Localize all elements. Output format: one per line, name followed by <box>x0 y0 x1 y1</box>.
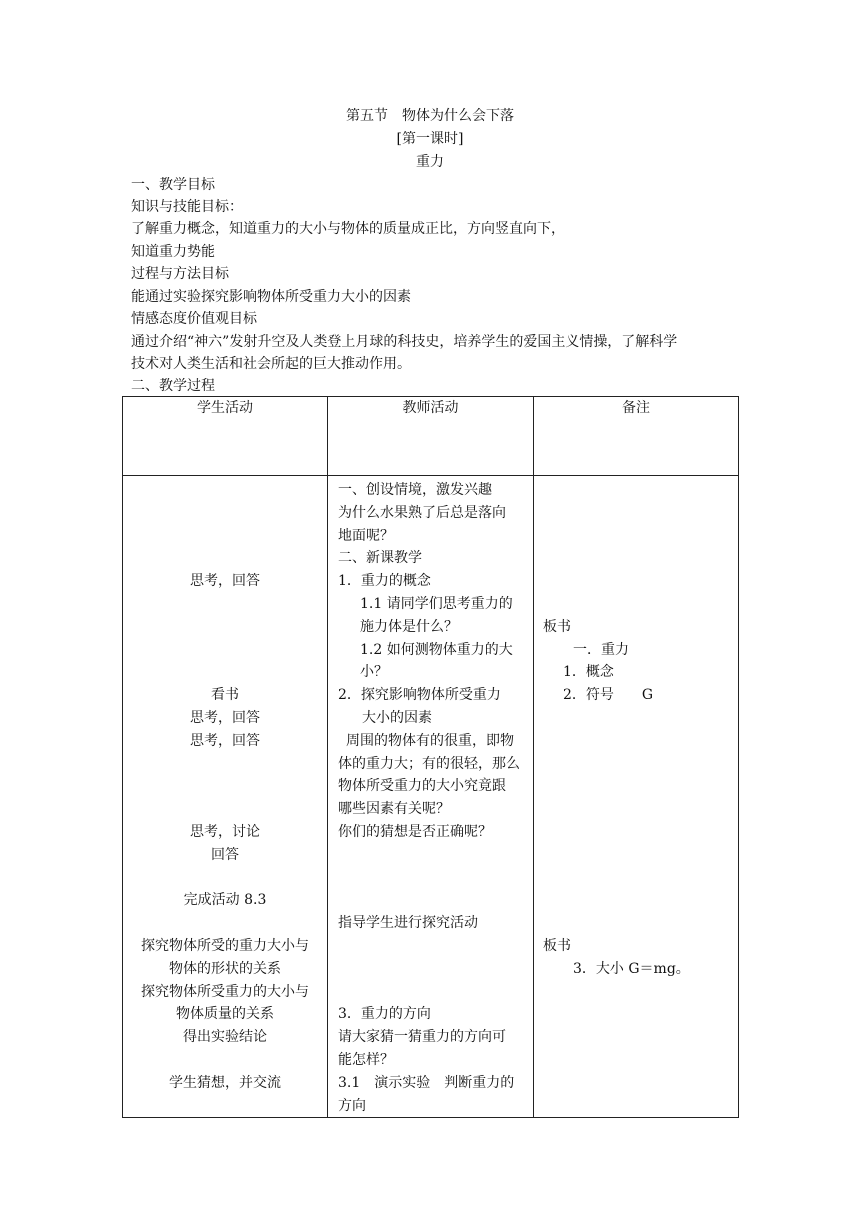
teacher-line: 2．探究影响物体所受重力 <box>338 687 501 704</box>
process-heading: 过程与方法目标 <box>131 266 229 282</box>
teacher-line: 大小的因素 <box>362 709 432 726</box>
teacher-line: 物体所受重力的大小究竟跟 <box>338 778 506 795</box>
table-header-row <box>123 397 739 476</box>
header-student: 学生活动 <box>123 397 328 476</box>
student-line: 完成活动 8.3 <box>183 892 267 909</box>
student-line <box>123 867 327 890</box>
notes-line: 板书 <box>543 618 571 635</box>
teacher-line: 1．重力的概念 <box>338 573 431 590</box>
teaching-process-table <box>122 396 739 1118</box>
teacher-line: 地面呢？ <box>338 527 394 544</box>
notes-line <box>543 821 738 844</box>
student-line: 思考，回答 <box>190 732 260 749</box>
notes-cell <box>534 476 739 1118</box>
teacher-line: 施力体是什么？ <box>360 618 458 635</box>
teacher-line: 3.1 演示实验 判断重力的 <box>338 1074 515 1091</box>
teacher-line: 3．重力的方向 <box>338 1006 431 1023</box>
notes-line <box>543 707 738 730</box>
student-line: 学生猜想，并交流 <box>169 1074 281 1091</box>
objectives-heading: 一、教学目标 <box>131 177 215 193</box>
student-line: 思考，讨论 <box>190 823 260 840</box>
emotion-heading: 情感态度价值观目标 <box>131 311 257 327</box>
notes-line <box>543 502 738 525</box>
notes-line <box>543 479 738 502</box>
process-section-heading: 二、教学过程 <box>131 378 215 394</box>
notes-line: 2．符号 G <box>563 687 654 704</box>
knowledge-line-2: 知道重力势能 <box>131 244 215 260</box>
section-title: 第五节 物体为什么会下落 <box>346 108 514 124</box>
student-line <box>123 547 327 570</box>
notes-line: 板书 <box>543 937 571 954</box>
student-line <box>123 502 327 525</box>
teacher-line <box>338 889 527 912</box>
teacher-line <box>338 981 527 1004</box>
knowledge-line-1: 了解重力概念，知道重力的大小与物体的质量成正比，方向竖直向下， <box>131 221 565 237</box>
student-line <box>123 798 327 821</box>
notes-line <box>543 525 738 548</box>
notes-line: 3．大小 G＝mg。 <box>573 960 690 977</box>
notes-line <box>543 867 738 890</box>
teacher-line: 方向 <box>338 1097 366 1114</box>
student-line: 得出实验结论 <box>183 1029 267 1046</box>
notes-line: 1．概念 <box>563 664 614 681</box>
teacher-line: 周围的物体有的很重，即物 <box>346 732 514 749</box>
student-line <box>123 775 327 798</box>
student-line: 回答 <box>211 846 239 863</box>
emotion-line-2: 技术对人类生活和社会所起的巨大推动作用。 <box>131 356 411 372</box>
student-line: 物体质量的关系 <box>176 1006 274 1023</box>
student-line <box>123 661 327 684</box>
teacher-line <box>338 958 527 981</box>
teacher-line: 能怎样？ <box>338 1051 394 1068</box>
header-notes: 备注 <box>534 397 739 476</box>
notes-line <box>543 798 738 821</box>
teacher-line: 1.1 请同学们思考重力的 <box>360 595 513 612</box>
notes-line <box>543 547 738 570</box>
teacher-line: 一、创设情境，激发兴趣 <box>338 482 492 498</box>
header-teacher: 教师活动 <box>328 397 534 476</box>
table-body-row <box>123 476 739 1118</box>
notes-line <box>543 570 738 593</box>
notes-line: 一．重力 <box>573 641 629 658</box>
teacher-line: 你们的猜想是否正确呢？ <box>338 823 492 840</box>
student-line <box>123 639 327 662</box>
lesson-label: [第一课时] <box>396 131 464 147</box>
teacher-line <box>338 935 527 958</box>
student-line: 看书 <box>211 687 239 704</box>
teacher-line: 1.2 如何测物体重力的大 <box>360 641 513 658</box>
student-line <box>123 1049 327 1072</box>
student-line <box>123 753 327 776</box>
knowledge-heading: 知识与技能目标： <box>131 199 243 215</box>
teacher-line: 请大家猜一猜重力的方向可 <box>338 1029 506 1046</box>
teacher-line <box>338 844 527 867</box>
notes-line <box>543 912 738 935</box>
notes-line <box>543 844 738 867</box>
student-line <box>123 479 327 502</box>
student-line <box>123 912 327 935</box>
teacher-activity-cell <box>328 476 534 1118</box>
student-line: 物体的形状的关系 <box>169 960 281 977</box>
student-line <box>123 616 327 639</box>
teacher-line: 为什么水果熟了后总是落向 <box>338 504 506 521</box>
student-activity-cell <box>123 476 328 1118</box>
student-line: 探究物体所受的重力大小与 <box>141 937 309 954</box>
notes-line <box>543 753 738 776</box>
notes-line <box>543 593 738 616</box>
student-line: 思考，回答 <box>190 573 260 590</box>
teacher-line: 二、新课教学 <box>338 550 422 567</box>
process-line-1: 能通过实验探究影响物体所受重力大小的因素 <box>131 289 411 305</box>
teacher-line: 小？ <box>360 664 388 681</box>
student-line <box>123 593 327 616</box>
notes-line <box>543 775 738 798</box>
student-line <box>123 525 327 548</box>
teacher-line: 体的重力大；有的很轻，那么 <box>338 755 520 772</box>
student-line: 思考，回答 <box>190 709 260 726</box>
notes-line <box>543 889 738 912</box>
teacher-line: 指导学生进行探究活动 <box>338 915 478 932</box>
teacher-line <box>338 867 527 890</box>
notes-line <box>543 730 738 753</box>
topic-title: 重力 <box>416 154 444 170</box>
student-line: 探究物体所受重力的大小与 <box>141 983 309 1000</box>
emotion-line-1: 通过介绍“神六”发射升空及人类登上月球的科技史，培养学生的爱国主义情操，了解科学 <box>131 334 678 350</box>
teacher-line: 哪些因素有关呢？ <box>338 801 450 818</box>
